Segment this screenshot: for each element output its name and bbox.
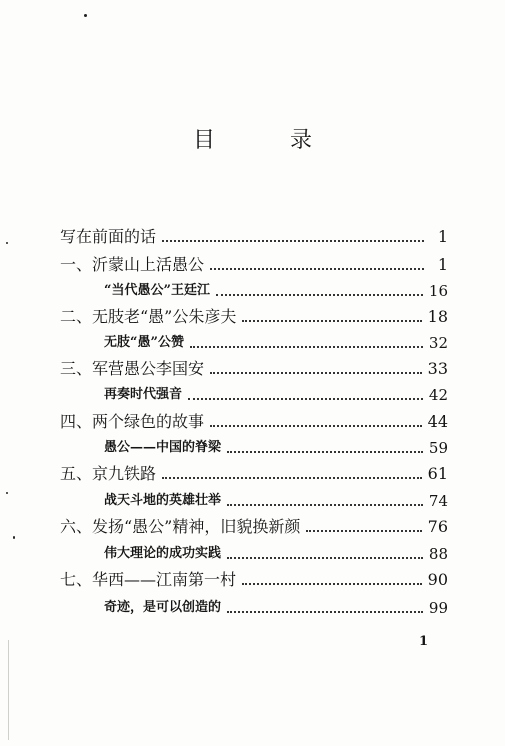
toc-entry[interactable]	[60, 358, 448, 380]
toc-entry[interactable]	[60, 226, 448, 248]
toc-entry[interactable]	[60, 569, 448, 591]
dot-leader	[227, 555, 423, 559]
toc-entry-page: 42	[428, 386, 448, 404]
toc-entry-page: 32	[428, 334, 448, 352]
dot-leader	[190, 344, 423, 348]
toc-entry[interactable]	[60, 306, 448, 328]
toc-entry[interactable]	[60, 254, 448, 276]
toc-entry-page: 99	[428, 599, 448, 617]
toc-entry-title: 无肢“愚”公赞	[104, 335, 184, 350]
scan-edge	[8, 640, 9, 740]
toc-entry-page: 33	[427, 359, 448, 378]
toc-subentry[interactable]	[104, 437, 448, 459]
toc-entry-title: 四、两个绿色的故事	[60, 412, 205, 431]
toc-entry-page: 74	[428, 492, 448, 510]
toc-entry-page: 88	[428, 545, 448, 563]
toc-entry-title: 写在前面的话	[60, 227, 157, 246]
toc-entry-page: 18	[427, 307, 448, 326]
toc-entry-title: 六、发扬“愚公”精神，旧貌换新颜	[60, 517, 301, 536]
toc-entry-title: 五、京九铁路	[60, 464, 157, 483]
toc-subentry[interactable]	[104, 543, 448, 565]
dot-leader	[242, 318, 421, 322]
toc-entry-title: 再奏时代强音	[104, 387, 183, 402]
scan-speck	[13, 536, 15, 539]
page-title: 目 录	[193, 128, 346, 153]
dot-leader	[242, 581, 422, 585]
toc-entry-page: 59	[428, 439, 448, 457]
toc-subentry[interactable]	[104, 280, 448, 302]
dot-leader	[210, 266, 424, 270]
toc-entry-title: 一、沂蒙山上活愚公	[60, 255, 205, 274]
dot-leader	[227, 502, 423, 506]
toc-entry-page: 90	[427, 570, 448, 589]
scan-speck	[84, 14, 87, 17]
dot-leader	[210, 423, 422, 427]
dot-leader	[306, 528, 421, 532]
toc-subentry[interactable]	[104, 490, 448, 512]
scan-speck	[6, 242, 8, 244]
toc-subentry[interactable]	[104, 597, 448, 619]
dot-leader	[227, 609, 423, 613]
toc-entry[interactable]	[60, 411, 448, 433]
toc-entry-title: 三、军营愚公李国安	[60, 359, 205, 378]
dot-leader	[216, 292, 423, 296]
toc-subentry[interactable]	[104, 332, 448, 354]
toc-entry-page: 76	[427, 517, 448, 536]
toc-entry-title: 战天斗地的英雄壮举	[104, 493, 222, 508]
toc-entry[interactable]	[60, 463, 448, 485]
dot-leader	[188, 396, 423, 400]
toc-entry-page: 61	[427, 464, 448, 483]
dot-leader	[227, 449, 423, 453]
toc-entry-page: 1	[437, 227, 448, 246]
dot-leader	[210, 370, 422, 374]
toc-entry-title: “当代愚公”王廷江	[104, 283, 210, 298]
toc-subentry[interactable]	[104, 384, 448, 406]
toc-entry-page: 1	[437, 255, 448, 274]
toc-entry-title: 伟大理论的成功实践	[104, 546, 222, 561]
dot-leader	[162, 238, 424, 242]
toc-entry-page: 44	[427, 412, 448, 431]
scan-speck	[6, 492, 8, 494]
toc-entry[interactable]	[60, 516, 448, 538]
dot-leader	[162, 475, 422, 479]
toc-entry-title: 愚公——中国的脊梁	[104, 440, 222, 455]
page-number: 1	[419, 634, 429, 649]
toc-entry-page: 16	[428, 282, 448, 300]
toc-entry-title: 奇迹，是可以创造的	[104, 600, 222, 615]
toc-entry-title: 七、华西——江南第一村	[60, 570, 237, 589]
toc-entry-title: 二、无肢老“愚”公朱彦夫	[60, 307, 237, 326]
